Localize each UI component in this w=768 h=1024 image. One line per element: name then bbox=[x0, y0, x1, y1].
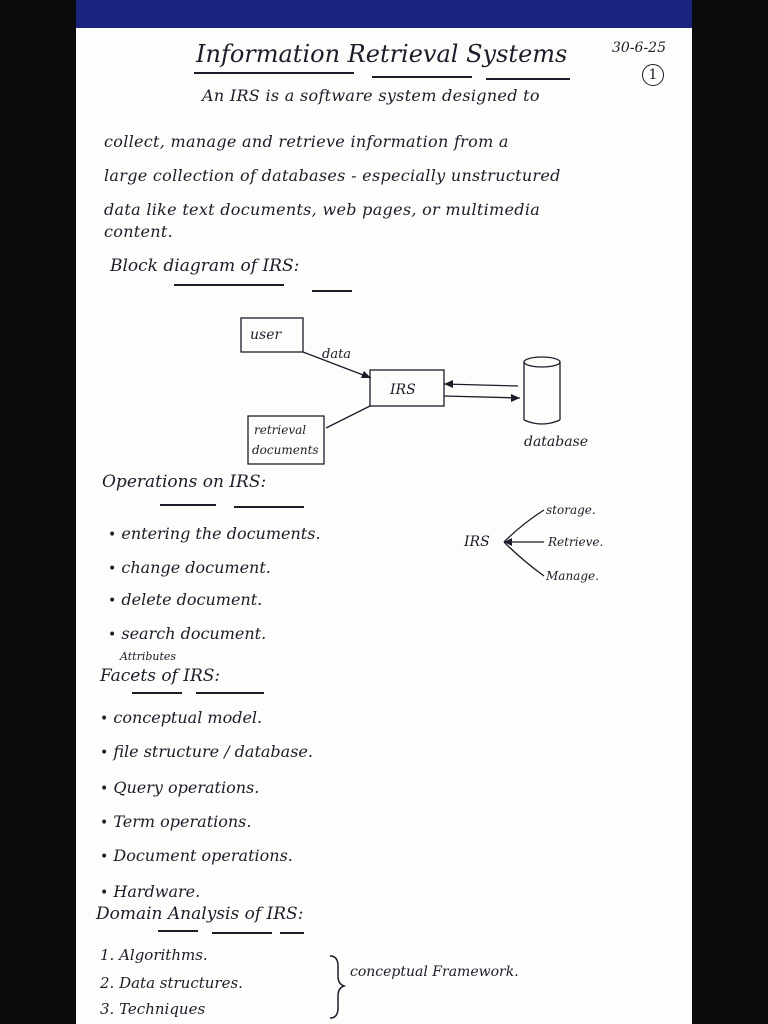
heading-underline bbox=[158, 930, 198, 932]
heading-underline bbox=[234, 506, 304, 508]
user-label: user bbox=[250, 327, 282, 343]
list-item: • Document operations. bbox=[100, 846, 293, 865]
branch-line bbox=[504, 542, 544, 576]
attributes-annotation: Attributes bbox=[120, 650, 177, 663]
database-top bbox=[524, 357, 560, 367]
arrow-head bbox=[444, 380, 453, 388]
list-item: • Query operations. bbox=[100, 778, 260, 797]
list-item: • delete document. bbox=[108, 590, 263, 609]
branch-label: storage. bbox=[546, 503, 596, 517]
retrieval-link bbox=[326, 406, 370, 428]
db-link-top bbox=[444, 384, 518, 386]
data-label: data bbox=[322, 347, 352, 362]
database-bottom bbox=[524, 420, 560, 424]
left-background bbox=[0, 0, 76, 1024]
right-background bbox=[692, 0, 768, 1024]
irs-label: IRS bbox=[390, 382, 416, 398]
intro-line: large collection of databases - especially unstructured bbox=[104, 166, 561, 185]
retrieval-label: documents bbox=[252, 443, 319, 457]
page-number: 1 bbox=[642, 64, 664, 86]
branch-root-label: IRS bbox=[464, 534, 490, 550]
intro-line: content. bbox=[104, 222, 174, 241]
brace-label: conceptual Framework. bbox=[350, 964, 519, 980]
heading-underline bbox=[160, 504, 216, 506]
list-item: • entering the documents. bbox=[108, 524, 321, 543]
arrow-head bbox=[511, 394, 520, 402]
domain-heading: Domain Analysis of IRS: bbox=[96, 904, 304, 924]
heading-underline bbox=[280, 932, 304, 934]
list-item: • file structure / database. bbox=[100, 742, 313, 761]
list-item: 3. Techniques bbox=[100, 1000, 206, 1018]
list-item: • change document. bbox=[108, 558, 271, 577]
notebook-page bbox=[76, 28, 692, 1024]
intro-line: data like text documents, web pages, or multimedia bbox=[104, 200, 541, 219]
heading-underline bbox=[132, 692, 182, 694]
branch-line bbox=[504, 510, 544, 542]
date-label: 30-6-25 bbox=[612, 40, 666, 56]
branch-label: Manage. bbox=[546, 569, 599, 583]
list-item: • Term operations. bbox=[100, 812, 252, 831]
block-diagram-heading: Block diagram of IRS: bbox=[110, 256, 300, 276]
branch-label: Retrieve. bbox=[548, 535, 604, 549]
database-label: database bbox=[524, 434, 589, 450]
arrow-head bbox=[504, 538, 512, 546]
heading-underline bbox=[196, 692, 264, 694]
intro-line: collect, manage and retrieve information from a bbox=[104, 132, 509, 151]
list-item: 1. Algorithms. bbox=[100, 946, 208, 964]
db-link-bottom bbox=[444, 396, 520, 398]
intro-line: An IRS is a software system designed to bbox=[202, 86, 540, 105]
list-item: • search document. bbox=[108, 624, 267, 643]
top-background bbox=[0, 0, 768, 30]
operations-heading: Operations on IRS: bbox=[102, 472, 267, 492]
facets-heading: Facets of IRS: bbox=[100, 666, 221, 686]
retrieval-label: retrieval bbox=[254, 423, 307, 437]
page-title: Information Retrieval Systems bbox=[196, 40, 568, 68]
list-item: • conceptual model. bbox=[100, 708, 263, 727]
curly-brace bbox=[330, 956, 344, 1018]
list-item: • Hardware. bbox=[100, 882, 201, 901]
heading-underline bbox=[212, 932, 272, 934]
list-item: 2. Data structures. bbox=[100, 974, 243, 992]
